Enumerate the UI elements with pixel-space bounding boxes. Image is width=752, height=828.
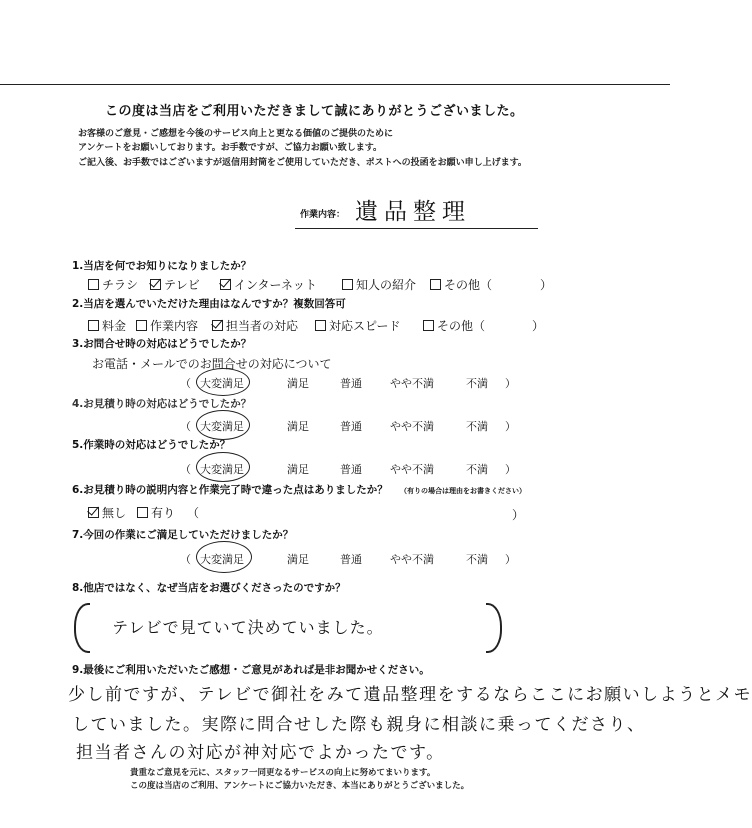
q5-scale-close: ） (505, 463, 516, 476)
option-label: インターネット (234, 278, 317, 292)
q2-question: 2.当店を選んでいただけた理由はなんですか？複数回答可 (72, 298, 346, 310)
checkbox[interactable] (88, 507, 99, 518)
option-label: 知人の紹介 (356, 278, 417, 292)
q4-scale-somewhat-dissatisfied[interactable]: やや不満 (390, 420, 434, 433)
q9-answer-line-2[interactable]: していました。実際に問合せした際も親身に相談に乗ってくださり、 (72, 715, 646, 735)
top-rule (0, 84, 670, 85)
option-label: 無し (102, 506, 127, 520)
checkbox[interactable] (150, 279, 161, 290)
option-label: 対応スピード (329, 319, 401, 333)
footer-line-1: 貴重なご意見を元に、スタッフ一同更なるサービスの向上に努めてまいります。 (130, 768, 436, 778)
checkbox[interactable] (430, 279, 441, 290)
q7-scale-close: ） (505, 553, 516, 566)
q7-scale-satisfied[interactable]: 満足 (287, 553, 309, 566)
q4-scale-close: ） (505, 420, 516, 433)
option-label: 有り (151, 506, 176, 520)
q4-scale-open: （ (180, 420, 191, 433)
q8-answer-handwritten[interactable]: テレビで見ていて決めていました。 (112, 618, 384, 637)
footer-line-2: この度は当店のご利用、アンケートにご協力いただき、本当にありがとうございました。 (130, 781, 470, 791)
q6-question: 6.お見積り時の説明内容と作業完了時で違った点はありましたか？ (72, 484, 388, 496)
q5-selection-circle (196, 452, 250, 482)
q1-option-internet[interactable] (220, 276, 317, 293)
q3-subtext: お電話・メールでのお問合せの対応について (92, 357, 332, 371)
q5-scale-neutral[interactable]: 普通 (340, 463, 362, 476)
work-underline (295, 228, 538, 229)
checkbox[interactable] (136, 320, 147, 331)
q3-scale-dissatisfied[interactable]: 不満 (466, 377, 488, 390)
q3-scale-very-satisfied[interactable]: 大変満足 (200, 377, 244, 390)
option-label: その他（ (437, 319, 486, 333)
q1-close-paren: ） (540, 278, 553, 292)
q3-scale-close: ） (505, 377, 516, 390)
option-label: 作業内容 (150, 319, 199, 333)
q1-question: 1.当店を何でお知りになりましたか？ (72, 260, 252, 272)
q4-selection-circle (196, 410, 250, 440)
q7-scale-somewhat-dissatisfied[interactable]: やや不満 (390, 553, 434, 566)
q3-scale-neutral[interactable]: 普通 (340, 377, 362, 390)
option-label: 担当者の対応 (226, 319, 299, 333)
q4-question: 4.お見積り時の対応はどうでしたか？ (72, 398, 252, 410)
q6-open-paren: （ (187, 506, 200, 520)
q5-scale-open: （ (180, 463, 191, 476)
q2-option-speed[interactable] (315, 317, 401, 334)
checkbox[interactable] (88, 279, 99, 290)
q8-question: 8.他店ではなく、なぜ当店をお選びくださったのですか？ (72, 582, 346, 594)
q3-question: 3.お問合せ時の対応はどうでしたか？ (72, 338, 252, 350)
q3-scale-satisfied[interactable]: 満足 (287, 377, 309, 390)
q1-option-other[interactable] (430, 276, 492, 293)
checkbox[interactable] (342, 279, 353, 290)
q5-scale-very-satisfied[interactable]: 大変満足 (200, 463, 244, 476)
q2-option-staff[interactable] (212, 317, 298, 334)
q8-right-bracket (486, 603, 502, 653)
work-value-handwritten: 遺品整理 (355, 199, 471, 225)
q6-option-none[interactable] (88, 504, 126, 521)
q4-scale-satisfied[interactable]: 満足 (287, 420, 309, 433)
q7-selection-circle (196, 541, 252, 573)
q4-scale-neutral[interactable]: 普通 (340, 420, 362, 433)
q7-scale-very-satisfied[interactable]: 大変満足 (200, 553, 244, 566)
q5-question: 5.作業時の対応はどうでしたか？ (72, 439, 231, 451)
q5-scale-dissatisfied[interactable]: 不満 (466, 463, 488, 476)
q9-answer-line-3[interactable]: 担当者さんの対応が神対応でよかったです。 (76, 743, 445, 763)
checkbox[interactable] (137, 507, 148, 518)
checkbox[interactable] (212, 320, 223, 331)
q1-option-flyer[interactable] (88, 276, 138, 293)
checkbox[interactable] (315, 320, 326, 331)
checkbox[interactable] (220, 279, 231, 290)
intro-line-1: お客様のご意見・ご感想を今後のサービス向上と更なる価値のご提供のために (78, 129, 394, 139)
q6-note: （有りの場合は理由をお書きください） (400, 487, 526, 495)
q2-option-other[interactable] (423, 317, 485, 334)
q4-scale-dissatisfied[interactable]: 不満 (466, 420, 488, 433)
q5-scale-satisfied[interactable]: 満足 (287, 463, 309, 476)
q1-option-referral[interactable] (342, 276, 416, 293)
q6-close-paren: ） (512, 508, 525, 522)
q9-answer-line-1[interactable]: 少し前ですが、テレビで御社をみて遺品整理をするならここにお願いしようとメモ (68, 685, 752, 705)
q7-question: 7.今回の作業にご満足していただけましたか？ (72, 529, 294, 541)
checkbox[interactable] (88, 320, 99, 331)
q2-option-content[interactable] (136, 317, 198, 334)
q2-close-paren: ） (532, 319, 545, 333)
q9-question: 9.最後にご利用いただいたご感想・ご意見があれば是非お聞かせください。 (72, 664, 430, 676)
q3-selection-circle (196, 368, 250, 396)
q5-scale-somewhat-dissatisfied[interactable]: やや不満 (390, 463, 434, 476)
work-label: 作業内容： (300, 210, 346, 220)
checkbox[interactable] (423, 320, 434, 331)
q7-scale-open: （ (180, 553, 191, 566)
q8-left-bracket (74, 603, 90, 653)
q7-scale-dissatisfied[interactable]: 不満 (466, 553, 488, 566)
q3-scale-somewhat-dissatisfied[interactable]: やや不満 (390, 377, 434, 390)
intro-line-3: ご記入後、お手数ではございますが返信用封筒をご使用していただき、ポストへの投函をお願い申し上げます。 (78, 158, 527, 168)
q1-option-tv[interactable] (150, 276, 200, 293)
q6-option-yes[interactable] (137, 504, 175, 521)
q7-scale-neutral[interactable]: 普通 (340, 553, 362, 566)
q4-scale-very-satisfied[interactable]: 大変満足 (200, 420, 244, 433)
intro-line-2: アンケートをお願いしております。お手数ですが、ご協力お願い致します。 (78, 143, 383, 153)
option-label: その他（ (444, 278, 493, 292)
option-label: チラシ (102, 278, 139, 292)
q3-scale-open: （ (180, 377, 191, 390)
page-title: この度は当店をご利用いただきまして誠にありがとうございました。 (105, 104, 524, 119)
option-label: テレビ (164, 278, 200, 292)
option-label: 料金 (102, 319, 127, 333)
q2-option-price[interactable] (88, 317, 126, 334)
